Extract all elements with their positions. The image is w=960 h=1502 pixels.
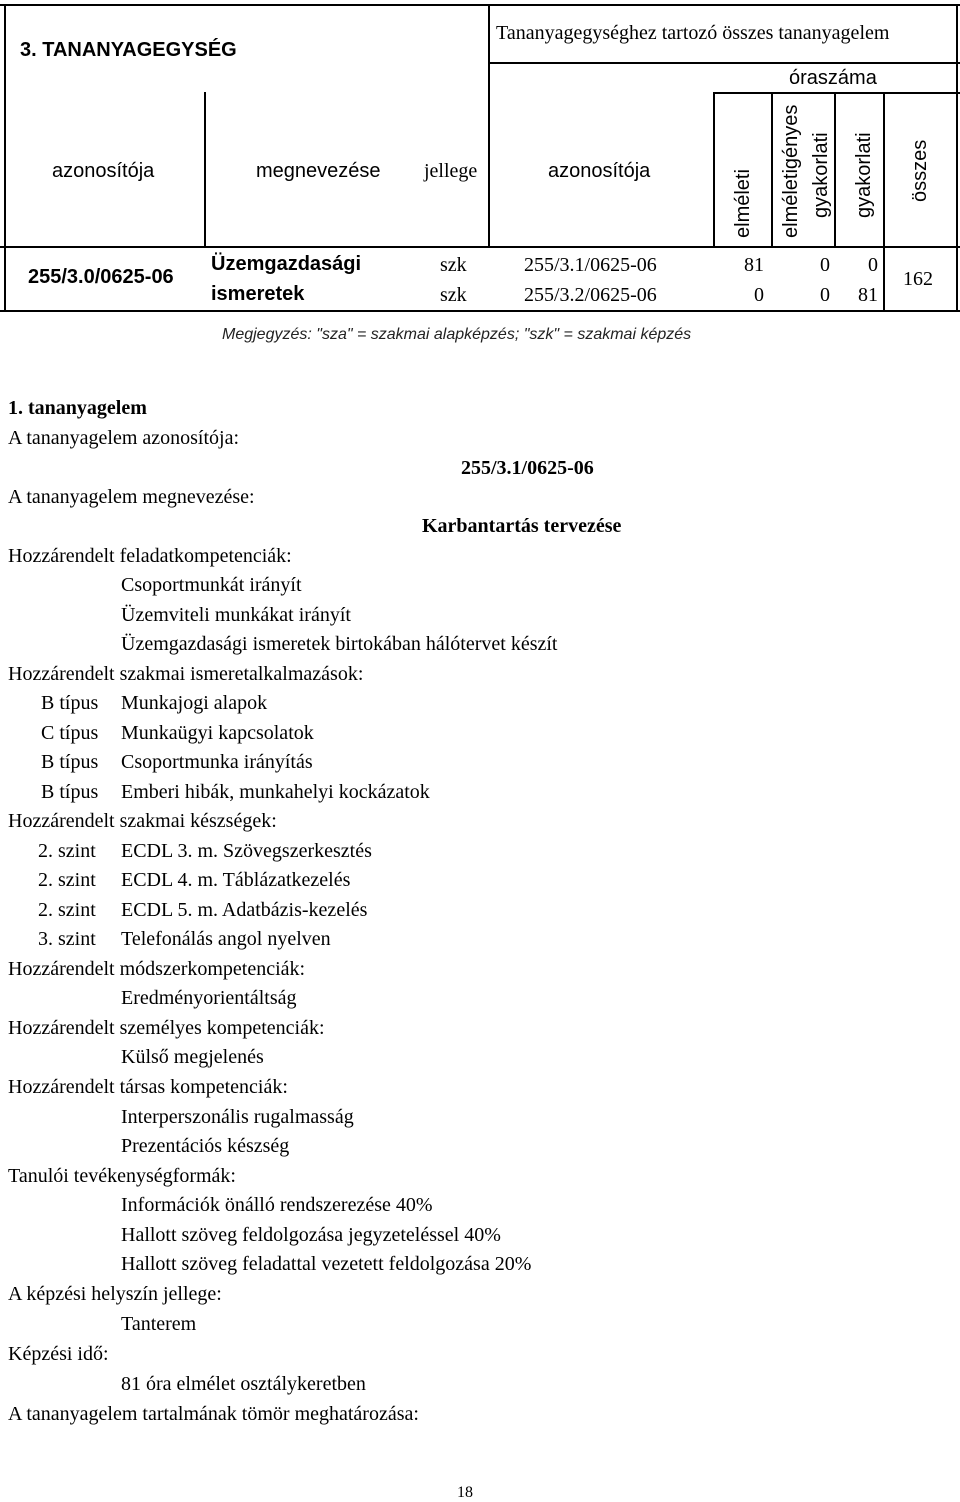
knowledge-type: B típus xyxy=(41,692,99,714)
col-header-jellege: jellege xyxy=(424,160,478,182)
col-header-azonositoja: azonosítója xyxy=(52,160,155,182)
skill-level: 2. szint xyxy=(38,899,96,921)
skill-level: 2. szint xyxy=(38,840,96,862)
activity-item: Hallott szöveg feldolgozása jegyzeteléssel 40% xyxy=(121,1224,501,1246)
activity-item: Hallott szöveg feladattal vezetett feldolgozása 20% xyxy=(121,1253,532,1275)
row2-gyakorlati: 81 xyxy=(858,284,878,306)
location-label: A képzési helyszín jellege: xyxy=(8,1283,222,1305)
skill-item: ECDL 4. m. Táblázatkezelés xyxy=(121,869,351,891)
row1-elmeleti: 81 xyxy=(744,254,764,276)
oraszama-header: óraszáma xyxy=(789,67,877,89)
method-item: Eredményorientáltság xyxy=(121,987,297,1009)
location-value: Tanterem xyxy=(121,1313,197,1335)
social-competences-label: Hozzárendelt társas kompetenciák: xyxy=(8,1076,288,1098)
element-heading: 1. tananyagelem xyxy=(8,397,147,419)
row1-gyakorlati: 0 xyxy=(868,254,878,276)
social-item: Interperszonális rugalmasság xyxy=(121,1106,354,1128)
knowledge-item: Csoportmunka irányítás xyxy=(121,751,313,773)
task-item: Csoportmunkát irányít xyxy=(121,574,302,596)
skill-level: 2. szint xyxy=(38,869,96,891)
table-rule xyxy=(490,62,960,64)
row2-elmeleti: 0 xyxy=(754,284,764,306)
training-time-label: Képzési idő: xyxy=(8,1343,109,1365)
knowledge-item: Emberi hibák, munkahelyi kockázatok xyxy=(121,781,430,803)
personal-item: Külső megjelenés xyxy=(121,1046,264,1068)
table-border-right xyxy=(956,4,958,312)
table-rule xyxy=(771,92,773,248)
col-header-element-azonositoja: azonosítója xyxy=(548,160,651,182)
col-header-gyakorlati: gyakorlati xyxy=(853,132,875,218)
unit-id: 255/3.0/0625-06 xyxy=(28,266,174,288)
table-rule xyxy=(0,246,960,248)
skill-item: Telefonálás angol nyelven xyxy=(121,928,331,950)
col-header-megnevezese: megnevezése xyxy=(256,160,381,182)
unit-name-line2: ismeretek xyxy=(211,283,305,305)
skill-level: 3. szint xyxy=(38,928,96,950)
total-hours: 162 xyxy=(903,268,933,290)
row1-elmeletigenyes: 0 xyxy=(820,254,830,276)
element-id-value: 255/3.1/0625-06 xyxy=(461,457,594,479)
task-competences-label: Hozzárendelt feladatkompetenciák: xyxy=(8,545,292,567)
element-name-value: Karbantartás tervezése xyxy=(422,515,622,537)
table-border-bottom xyxy=(0,310,960,312)
table-rule xyxy=(834,92,836,248)
col-header-elmeletigenyes-gyakorlati: gyakorlati xyxy=(810,132,832,218)
social-item: Prezentációs készség xyxy=(121,1135,290,1157)
knowledge-type: C típus xyxy=(41,722,99,744)
training-time-value: 81 óra elmélet osztálykeretben xyxy=(121,1373,366,1395)
element-name-label: A tananyagelem megnevezése: xyxy=(8,486,255,508)
table-rule xyxy=(883,92,885,312)
task-item: Üzemgazdasági ismeretek birtokában hálótervet készít xyxy=(121,633,558,655)
activity-item: Információk önálló rendszerezése 40% xyxy=(121,1194,433,1216)
row2-azonosito: 255/3.2/0625-06 xyxy=(524,284,657,306)
group-header: Tananyagegységhez tartozó összes tananyagelem xyxy=(496,22,890,44)
personal-competences-label: Hozzárendelt személyes kompetenciák: xyxy=(8,1017,325,1039)
table-rule xyxy=(715,92,960,94)
table-note: Megjegyzés: "sza" = szakmai alapképzés; "szk" = szakmai képzés xyxy=(222,326,692,343)
table-rule xyxy=(713,92,715,248)
table-border-top xyxy=(0,4,960,6)
knowledge-type: B típus xyxy=(41,781,99,803)
row2-jellege: szk xyxy=(440,284,467,306)
method-competences-label: Hozzárendelt módszerkompetenciák: xyxy=(8,958,306,980)
col-header-osszes: összes xyxy=(909,139,931,202)
content-summary-label: A tananyagelem tartalmának tömör meghatározása: xyxy=(8,1403,419,1425)
table-border-left xyxy=(4,4,6,312)
skill-item: ECDL 3. m. Szövegszerkesztés xyxy=(121,840,372,862)
col-header-elmeleti: elméleti xyxy=(732,169,754,238)
table-rule xyxy=(204,92,206,248)
unit-name-line1: Üzemgazdasági xyxy=(211,253,362,275)
unit-title: 3. TANANYAGEGYSÉG xyxy=(20,39,237,61)
skill-item: ECDL 5. m. Adatbázis-kezelés xyxy=(121,899,368,921)
skills-label: Hozzárendelt szakmai készségek: xyxy=(8,810,277,832)
col-header-elmeletigenyes: elméletigényes xyxy=(780,104,802,238)
table-rule xyxy=(488,4,490,248)
knowledge-type: B típus xyxy=(41,751,99,773)
curriculum-unit-table xyxy=(0,0,960,312)
row1-jellege: szk xyxy=(440,254,467,276)
knowledge-item: Munkajogi alapok xyxy=(121,692,268,714)
task-item: Üzemviteli munkákat irányít xyxy=(121,604,351,626)
activities-label: Tanulói tevékenységformák: xyxy=(8,1165,236,1187)
element-id-label: A tananyagelem azonosítója: xyxy=(8,427,240,449)
row2-elmeletigenyes: 0 xyxy=(820,284,830,306)
row1-azonosito: 255/3.1/0625-06 xyxy=(524,254,657,276)
page-number: 18 xyxy=(457,1484,473,1501)
knowledge-label: Hozzárendelt szakmai ismeretalkalmazások: xyxy=(8,663,364,685)
knowledge-item: Munkaügyi kapcsolatok xyxy=(121,722,314,744)
